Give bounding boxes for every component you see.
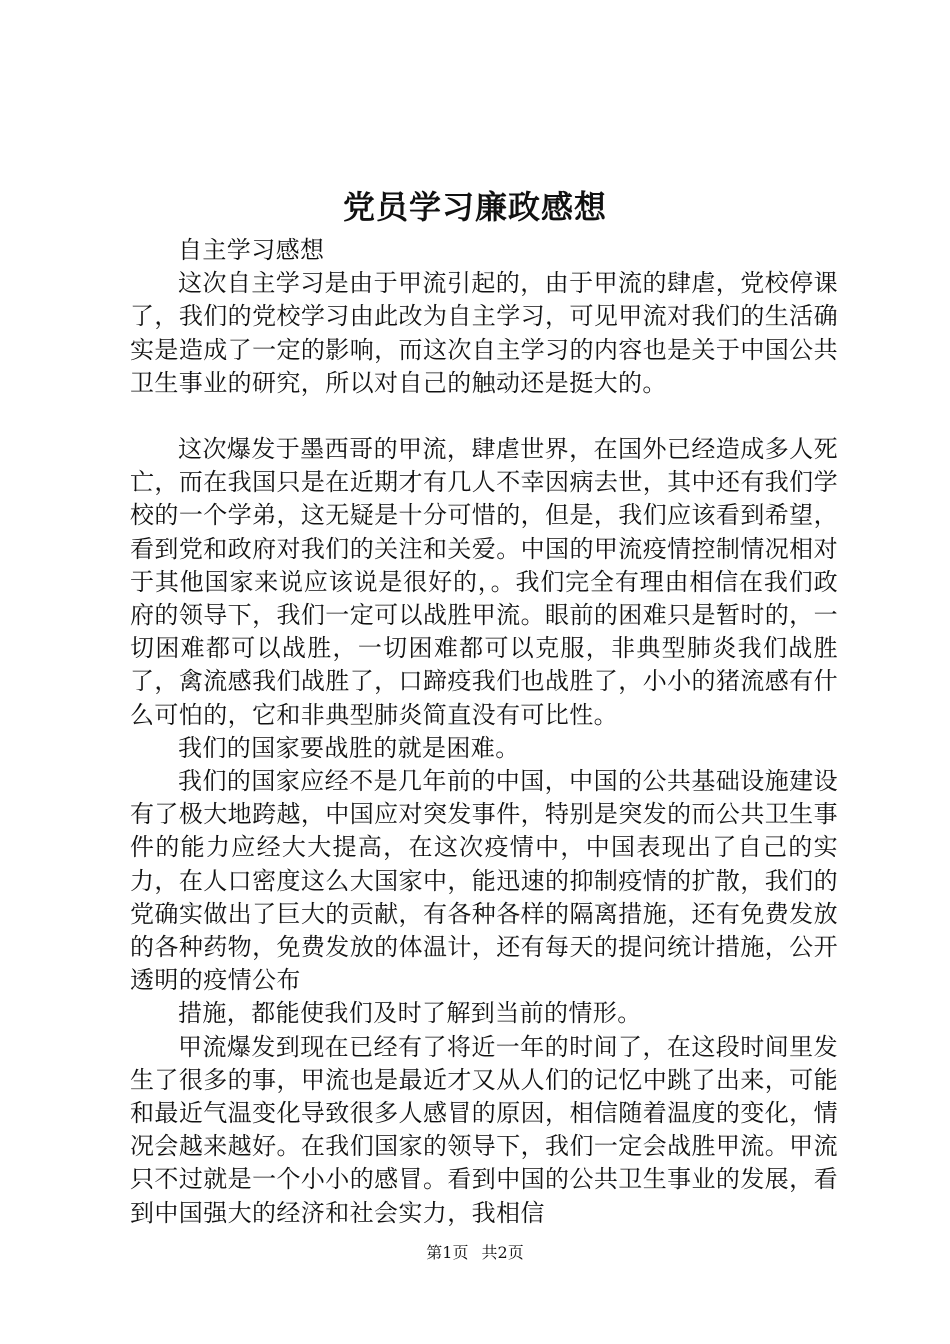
paragraph: 这次爆发于墨西哥的甲流，肆虐世界，在国外已经造成多人死亡，而在我国只是在近期才有几人不幸因病去世，其中还有我们学校的一个学弟，这无疑是十分可惜的，但是，我们应该看到希望，看到党和政府对我们的关注和关爱。中国的甲流疫情控制情况相对于其他国家来说应该说是很好的，。我们完全有理由相信在我们政府的领导下，我们一定可以战胜甲流。眼前的困难只是暂时的，一切困难都可以战胜，一切困难都可以克服，非典型肺炎我们战胜了，禽流感我们战胜了，口蹄疫我们也战胜了，小小的猪流感有什么可怕的，它和非典型肺炎简直没有可比性。 [130, 435, 838, 729]
paragraph: 措施，都能使我们及时了解到当前的情形。 [178, 999, 642, 1028]
page-footer [0, 1242, 950, 1264]
paragraph: 甲流爆发到现在已经有了将近一年的时间了，在这段时间里发生了很多的事，甲流也是最近才又从人们的记忆中跳了出来，可能和最近气温变化导致很多人感冒的原因，相信随着温度的变化，情况会越来越好。在我们国家的领导下，我们一定会战胜甲流。甲流只不过就是一个小小的感冒。看到中国的公共卫生事业的发展，看到中国强大的经济和社会实力，我相信 [130, 1032, 838, 1227]
page-number: 第1页 [426, 1243, 469, 1262]
paragraph: 这次自主学习是由于甲流引起的，由于甲流的肆虐，党校停课了，我们的党校学习由此改为自主学习，可见甲流对我们的生活确实是造成了一定的影响，而这次自主学习的内容也是关于中国公共卫生事业的研究，所以对自己的触动还是挺大的。 [130, 269, 838, 397]
paragraph: 我们的国家应经不是几年前的中国，中国的公共基础设施建设有了极大地跨越，中国应对突发事件，特别是突发的而公共卫生事件的能力应经大大提高，在这次疫情中，中国表现出了自己的实力，在人口密度这么大国家中，能迅速的抑制疫情的扩散，我们的党确实做出了巨大的贡献，有各种各样的隔离措施，还有免费发放的各种药物，免费发放的体温计，还有每天的提问统计措施，公开透明的疫情公布 [130, 767, 838, 995]
paragraph-subtitle: 自主学习感想 [178, 236, 325, 264]
paragraph: 我们的国家要战胜的就是困难。 [178, 733, 520, 762]
page-title: 党员学习廉政感想 [342, 188, 607, 226]
document-body [130, 234, 838, 1230]
page-total: 共2页 [481, 1243, 524, 1262]
